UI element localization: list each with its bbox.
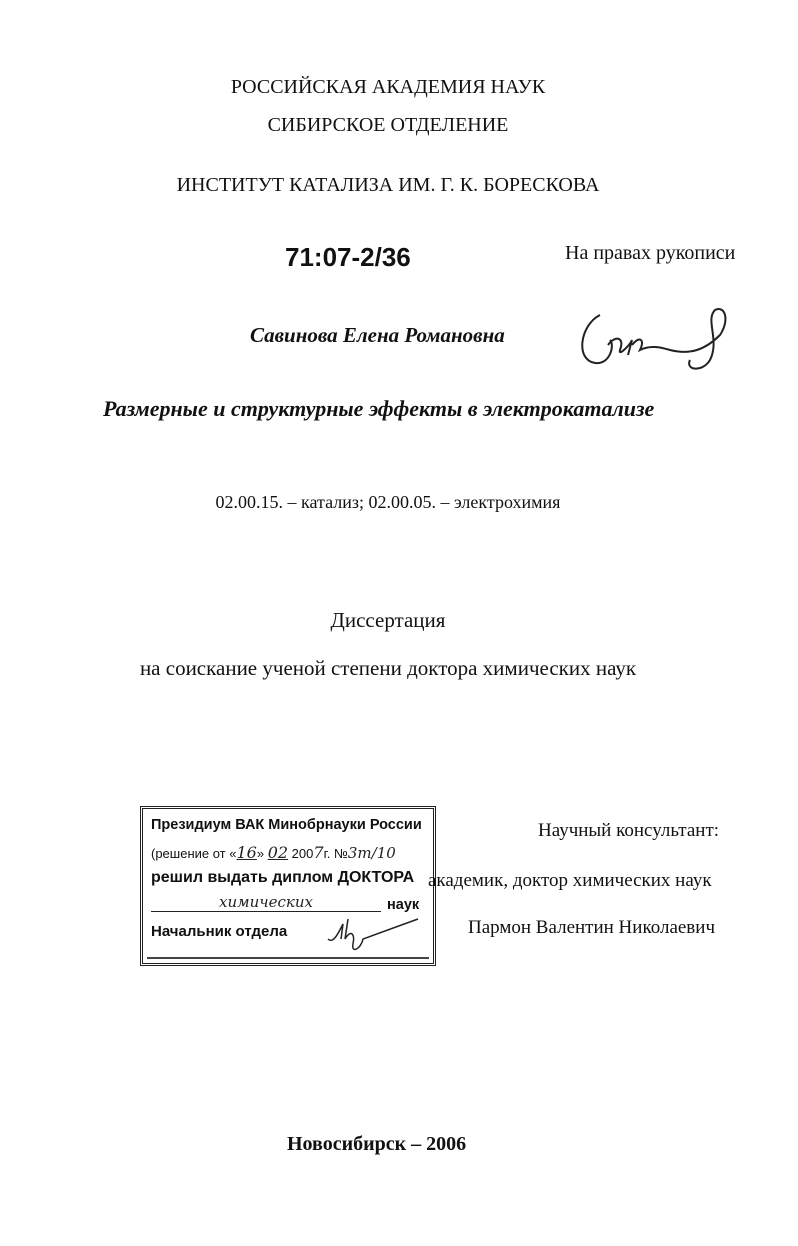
consultant-rank: академик, доктор химических наук (428, 870, 712, 891)
stamp-line: Начальник отдела (151, 923, 288, 940)
stamp-line: решил выдать диплом ДОКТОРА (151, 869, 415, 886)
stamp-text: г. № (323, 846, 348, 861)
stamp-line: наук (387, 897, 420, 913)
city-year: Новосибирск – 2006 (287, 1133, 467, 1155)
stamp-signature (323, 909, 423, 954)
stamp-rule (147, 957, 429, 959)
stamp-decision-line: (решение от «16» 02 2007г. №3т/10 (151, 843, 396, 862)
branch-name: СИБИРСКОЕ ОТДЕЛЕНИЕ (267, 114, 509, 136)
stamp-text: (решение от « (151, 846, 237, 861)
stamp-day: 16 (236, 843, 257, 862)
dissertation-title: Размерные и структурные эффекты в электрокатализе (103, 396, 655, 421)
author-name: Савинова Елена Романовна (250, 323, 505, 347)
stamp-year: 7 (313, 843, 324, 862)
document-type: Диссертация (330, 608, 446, 632)
specialties: 02.00.15. – катализ; 02.00.05. – электрохимия (215, 492, 561, 512)
consultant-name: Пармон Валентин Николаевич (468, 917, 715, 938)
stamp-month: 02 (267, 843, 289, 862)
stamp-number: 3т/10 (347, 844, 396, 862)
stamp-line: Президиум ВАК Минобрнауки России (151, 817, 422, 833)
author-signature (570, 295, 740, 375)
degree-line: на соискание ученой степени доктора химических наук (139, 656, 637, 680)
consultant-label: Научный консультант: (538, 820, 720, 841)
stamp-text: 200 (291, 846, 314, 861)
stamp-field: химических (219, 893, 313, 911)
academy-name: РОССИЙСКАЯ АКАДЕМИЯ НАУК (230, 76, 546, 98)
catalog-code: 71:07-2/36 (285, 242, 411, 272)
rights-note: На правах рукописи (565, 242, 736, 264)
vak-stamp (140, 806, 436, 966)
institute-name: ИНСТИТУТ КАТАЛИЗА ИМ. Г. К. БОРЕСКОВА (176, 174, 600, 196)
